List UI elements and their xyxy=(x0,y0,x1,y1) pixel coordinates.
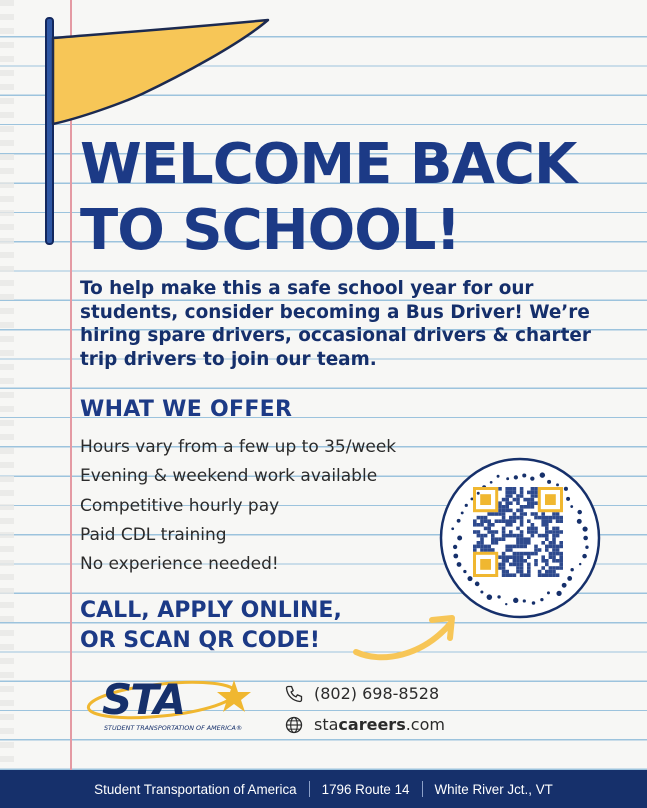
cta-line-2: OR SCAN QR CODE! xyxy=(80,628,320,653)
title-line-1: WELCOME BACK xyxy=(80,132,577,197)
logo-mark: STA xyxy=(102,675,185,724)
offer-item: Paid CDL training xyxy=(80,524,227,545)
contact-info xyxy=(284,678,445,740)
footer-address: 1796 Route 14 xyxy=(321,781,410,797)
call-to-action xyxy=(80,596,342,656)
phone-icon xyxy=(284,684,304,704)
offer-item: No experience needed! xyxy=(80,554,279,575)
web-bold: careers xyxy=(338,715,406,734)
offer-item: Competitive hourly pay xyxy=(80,495,280,516)
offer-heading: WHAT WE OFFER xyxy=(80,397,293,422)
logo-tagline: STUDENT TRANSPORTATION OF AMERICA® xyxy=(104,724,243,732)
footer-company: Student Transportation of America xyxy=(94,781,297,797)
footer-separator xyxy=(422,781,423,797)
phone-number: (802) 698-8528 xyxy=(314,684,440,703)
footer-separator xyxy=(309,781,310,797)
web-suffix: .com xyxy=(405,715,445,734)
intro-text: To help make this a safe school year for our students, consider becoming a Bus Driver! We’re hiring spare drivers, occasional drivers & charter trip drivers to join our team. xyxy=(80,278,591,370)
sta-logo xyxy=(86,670,266,736)
phone-row[interactable] xyxy=(284,678,445,709)
footer-bar xyxy=(0,770,647,808)
website-row[interactable] xyxy=(284,709,445,740)
binder-holes xyxy=(0,0,14,770)
globe-icon xyxy=(284,715,304,735)
website-link[interactable] xyxy=(314,715,445,734)
offer-item: Hours vary from a few up to 35/week xyxy=(80,437,397,457)
web-prefix: sta xyxy=(314,715,339,734)
cta-line-1: CALL, APPLY ONLINE, xyxy=(80,598,342,623)
main-title xyxy=(80,132,576,264)
offer-list xyxy=(80,433,396,579)
title-line-2: TO SCHOOL! xyxy=(80,198,461,263)
qr-code[interactable] xyxy=(439,457,601,619)
offer-item: Evening & weekend work available xyxy=(80,466,378,487)
footer-city: White River Jct., VT xyxy=(434,781,553,797)
